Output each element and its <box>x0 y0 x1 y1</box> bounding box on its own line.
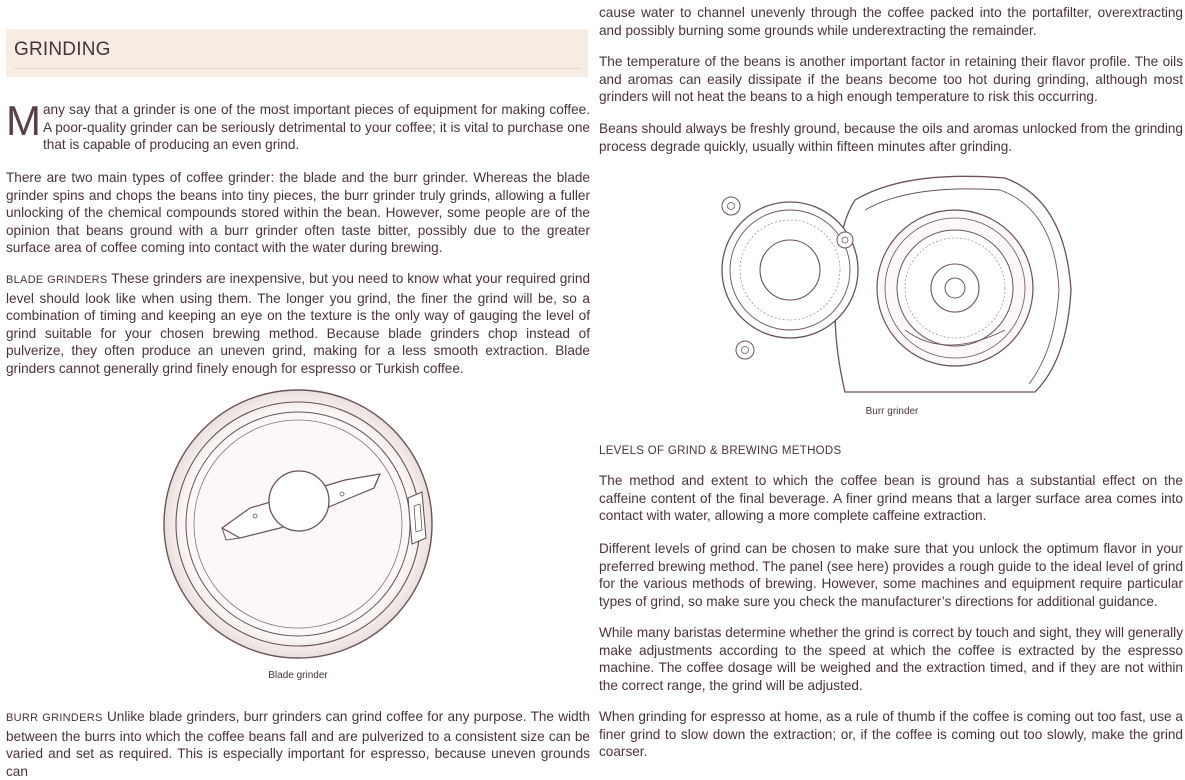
intro-paragraph <box>6 97 590 154</box>
grinder-types-text: There are two main types of coffee grinder: the blade and the burr grinder. Whereas the blade grinder spins and chops the beans into tiny pieces, the burr grinder truly grinds, allowing a fuller unlocking of the chemical compounds stored within the bean. However, some people are of the opinion that beans ground with a burr grinder often taste bitter, possibly due to the greater surface area of coffee coming into contact with the water during brewing. <box>6 170 590 255</box>
blade-grinder-caption: Blade grinder <box>268 670 328 681</box>
intro-text: any say that a grinder is one of the most important pieces of equipment for making coffee. A poor-quality grinder can be seriously detrimental to your coffee; it is vital to purchase one that is capable of producing an even grind. <box>43 102 590 152</box>
continued-paragraph <box>599 4 1183 39</box>
burr-grinders-text: Unlike blade grinders, burr grinders can grind coffee for any purpose. The width between the burrs into which the coffee beans fall and are pulverized to a consistent size can be varied and set as required. This is especially important for espresso, because uneven grounds can <box>6 709 590 779</box>
temperature-paragraph <box>599 53 1183 106</box>
burr-grinders-label: BURR GRINDERS <box>6 712 103 724</box>
method-text: The method and extent to which the coffee bean is ground has a substantial effect on the caffeine content of the final beverage. A finer grind means that a larger surface area comes into contact with water, allowing a more complete caffeine extraction. <box>599 473 1183 523</box>
drop-cap: M <box>6 97 41 144</box>
freshness-text: Beans should always be freshly ground, because the oils and aromas unlocked from the grinding process degrade quickly, usually within fifteen minutes after grinding. <box>599 121 1183 154</box>
levels-text: Different levels of grind can be chosen to make sure that you unlock the optimum flavor in your preferred brewing method. The panel (see here) provides a rough guide to the ideal level of grind for the various methods of brewing. However, some machines and equipment require particular types of grind, so make sure you check the manufacturer’s directions for additional guidance. <box>599 541 1183 609</box>
burr-grinder-caption: Burr grinder <box>865 406 919 417</box>
heading-rule <box>14 68 580 69</box>
baristas-paragraph <box>599 624 1183 694</box>
continued-text: cause water to channel unevenly through the coffee packed into the portafilter, overextracting and possibly burning some grounds while underextracting the remainder. <box>599 5 1183 38</box>
espresso-paragraph <box>599 708 1183 761</box>
section-title: GRINDING <box>14 39 111 60</box>
blade-grinders-label: BLADE GRINDERS <box>6 274 108 286</box>
blade-grinders-paragraph <box>6 270 590 377</box>
levels-heading: LEVELS OF GRIND & BREWING METHODS <box>599 445 842 457</box>
blade-grinder-illustration <box>160 388 440 664</box>
burr-grinders-paragraph <box>6 708 590 780</box>
burr-grinder-illustration <box>705 170 1075 396</box>
baristas-text: While many baristas determine whether the grind is correct by touch and sight, they will generally make adjustments according to the speed at which the coffee is extracted by the espresso machine. The coffee dosage will be weighed and the extraction timed, and if they are not within the correct range, the grind will be adjusted. <box>599 625 1183 693</box>
temperature-text: The temperature of the beans is another important factor in retaining their flavor profile. The oils and aromas can easily dissipate if the beans become too hot during grinding, although most grinders will not heat the beans to a high enough temperature to risk this occurring. <box>599 54 1183 104</box>
blade-grinders-text: These grinders are inexpensive, but you need to know what your required grind level should look like when using them. The longer you grind, the finer the grind will be, so a combination of timing and keeping an eye on the texture is the only way of gauging the level of grind suitable for your chosen brewing method. Because blade grinders chop instead of pulverize, they often produce an uneven grind, making for a less smooth extraction. Blade grinders cannot generally grind finely enough for espresso or Turkish coffee. <box>6 271 591 376</box>
levels-paragraph <box>599 540 1183 610</box>
method-paragraph <box>599 472 1183 525</box>
grinder-types-paragraph <box>6 169 590 257</box>
section-heading-band <box>6 29 588 77</box>
espresso-text: When grinding for espresso at home, as a rule of thumb if the coffee is coming out too fast, use a finer grind to slow down the extraction; or, if the coffee is coming out too slowly, make the grind coarser. <box>599 709 1183 759</box>
freshness-paragraph <box>599 120 1183 155</box>
